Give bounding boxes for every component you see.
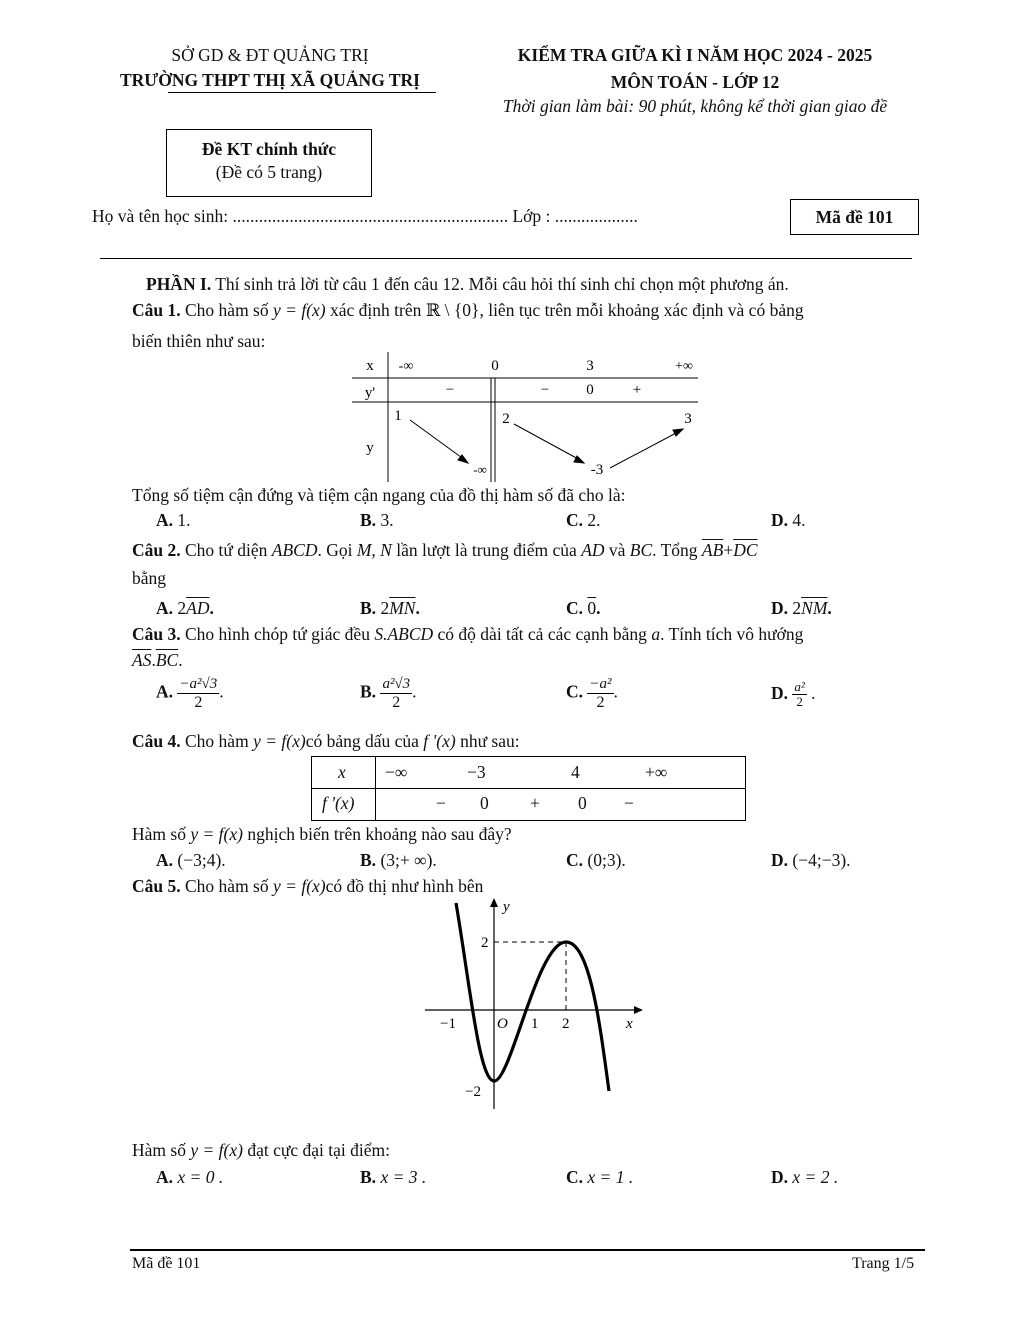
vt-sign: 0 <box>586 382 594 398</box>
graph-tick-x: 1 <box>531 1016 539 1032</box>
q4-stem: Câu 4. Cho hàm y = f(x)có bảng dấu của f '(x) như sau: <box>132 731 520 751</box>
q4-option-a[interactable]: A. (−3;4). <box>156 850 226 870</box>
official-label: Đề KT chính thức <box>201 139 337 159</box>
q3-option-b[interactable]: B. $\frac{\text{a²√3}}{2}$ . <box>360 676 417 711</box>
st-row2-label: f '(x) <box>322 793 355 813</box>
q5-option-d[interactable]: D. x = 2 . <box>771 1167 839 1187</box>
school-name: TRƯỜNG THPT THỊ XÃ QUẢNG TRỊ <box>120 70 420 90</box>
graph-x-label: x <box>626 1016 633 1032</box>
q5-option-a[interactable]: A. x = 0 . <box>156 1167 224 1187</box>
header-divider <box>100 258 912 259</box>
graph-tick-y: −2 <box>465 1084 481 1100</box>
q5-option-b[interactable]: B. x = 3 . <box>360 1167 427 1187</box>
q1-question: Tổng số tiệm cận đứng và tiệm cận ngang của đồ thị hàm số đã cho là: <box>132 485 626 505</box>
vt-y-val: 3 <box>684 411 692 427</box>
vt-y-label: y <box>366 440 374 456</box>
graph-tick-x: −1 <box>440 1016 456 1032</box>
vt-sign: + <box>632 382 642 398</box>
st-sign: − <box>436 793 446 813</box>
q5-question: Hàm số y = f(x) đạt cực đại tại điểm: <box>132 1140 390 1160</box>
vt-y-val: 1 <box>394 408 402 424</box>
st-sign: − <box>624 793 634 813</box>
official-exam-box <box>166 129 372 197</box>
variation-table <box>340 350 710 485</box>
q5-stem: Câu 5. Cho hàm số y = f(x)có đồ thị như hình bên <box>132 876 484 896</box>
q3-option-c[interactable]: C. $\frac{\text{−a²}}{2}$ . <box>566 676 618 711</box>
q1-option-b[interactable]: B. 3. <box>360 510 394 530</box>
q5-option-c[interactable]: C. x = 1 . <box>566 1167 634 1187</box>
vt-y-val: 2 <box>502 411 510 427</box>
q4-question: Hàm số y = f(x) nghịch biến trên khoảng nào sau đây? <box>132 824 512 844</box>
st-sign: 0 <box>578 793 587 813</box>
st-x-val: 4 <box>571 762 580 782</box>
exam-code-box: Mã đề 101 <box>790 199 919 235</box>
footer-page-number: Trang 1/5 <box>852 1255 915 1272</box>
vt-x-val: -∞ <box>398 359 414 374</box>
time-note: Thời gian làm bài: 90 phút, không kể thời gian giao đề <box>502 96 888 116</box>
q2-option-a[interactable]: A. $2\overline{AD}$. <box>156 598 214 618</box>
st-x-val: +∞ <box>645 762 668 782</box>
q3-option-d[interactable]: D. $\frac{\text{a²}}{2}$ . <box>771 679 816 710</box>
q2-option-c[interactable]: C. 0. <box>566 598 601 618</box>
q1-option-c[interactable]: C. 2. <box>566 510 601 530</box>
sign-table <box>311 756 746 821</box>
vt-x-label: x <box>366 358 374 374</box>
part-heading: PHẦN I. Thí sinh trả lời từ câu 1 đến câu 12. Mỗi câu hỏi thí sinh chỉ chọn một phương án. <box>146 274 789 294</box>
vt-x-val: 3 <box>586 358 594 374</box>
exam-title: KIỂM TRA GIỮA KÌ I NĂM HỌC 2024 - 2025 <box>517 45 873 65</box>
footer-divider <box>130 1249 925 1251</box>
vt-x-val: +∞ <box>675 359 693 374</box>
q2-option-d[interactable]: D. $2\overline{NM}$. <box>771 598 832 618</box>
vt-y-val: -3 <box>590 462 604 478</box>
q2-stem: Câu 2. Cho tứ diện ABCD. Gọi M, N lần lượt là trung điểm của AD và BC. Tổng $\overline{AB}+\overline{DC}$ <box>132 540 758 560</box>
graph-tick-y: 2 <box>481 935 489 951</box>
st-sign: 0 <box>480 793 489 813</box>
st-sign: + <box>530 793 540 813</box>
graph-origin-label: O <box>497 1016 508 1032</box>
q1-stem: Câu 1. Cho hàm số y = f(x) xác định trên ℝ \ {0}, liên tục trên mỗi khoảng xác định và có bảng <box>132 300 804 320</box>
graph-tick-x: 2 <box>562 1016 570 1032</box>
subject-title: MÔN TOÁN - LỚP 12 <box>610 72 780 92</box>
department-name: SỞ GD & ĐT QUẢNG TRỊ <box>171 45 369 65</box>
q3-stem: Câu 3. Cho hình chóp tứ giác đều S.ABCD có độ dài tất cả các cạnh bằng a. Tính tích vô hướng <box>132 624 804 644</box>
q1-option-d[interactable]: D. 4. <box>771 510 806 530</box>
function-graph <box>415 895 650 1115</box>
vt-x-val: 0 <box>491 358 499 374</box>
st-row1-label: x <box>338 762 346 782</box>
graph-y-label: y <box>503 899 510 915</box>
q4-option-c[interactable]: C. (0;3). <box>566 850 626 870</box>
q1-stem-cont: biến thiên như sau: <box>132 331 266 351</box>
vt-yp-label: y' <box>364 385 376 401</box>
vt-sign: − <box>445 382 455 398</box>
q2-option-b[interactable]: B. $2\overline{MN}$. <box>360 598 420 618</box>
q4-option-b[interactable]: B. (3;+ ∞). <box>360 850 437 870</box>
vt-sign: − <box>540 382 550 398</box>
q1-option-a[interactable]: A. 1. <box>156 510 191 530</box>
q2-stem-cont: bằng <box>132 568 167 588</box>
student-info-line: Họ và tên học sinh: ............................................................... Lớp : ................... <box>92 206 638 226</box>
q3-stem-cont: $\overline{AS}.\overline{BC}$. <box>132 650 183 670</box>
q3-option-a[interactable]: A. $\frac{\text{−a²√3}}{2}$ . <box>156 676 224 711</box>
school-underline <box>168 92 436 93</box>
st-x-val: −∞ <box>385 762 408 782</box>
st-x-val: −3 <box>467 762 486 782</box>
q4-option-d[interactable]: D. (−4;−3). <box>771 850 851 870</box>
footer-exam-code: Mã đề 101 <box>132 1255 201 1272</box>
page-count-note: (Đề có 5 trang) <box>215 162 323 182</box>
vt-y-val: -∞ <box>473 462 487 477</box>
